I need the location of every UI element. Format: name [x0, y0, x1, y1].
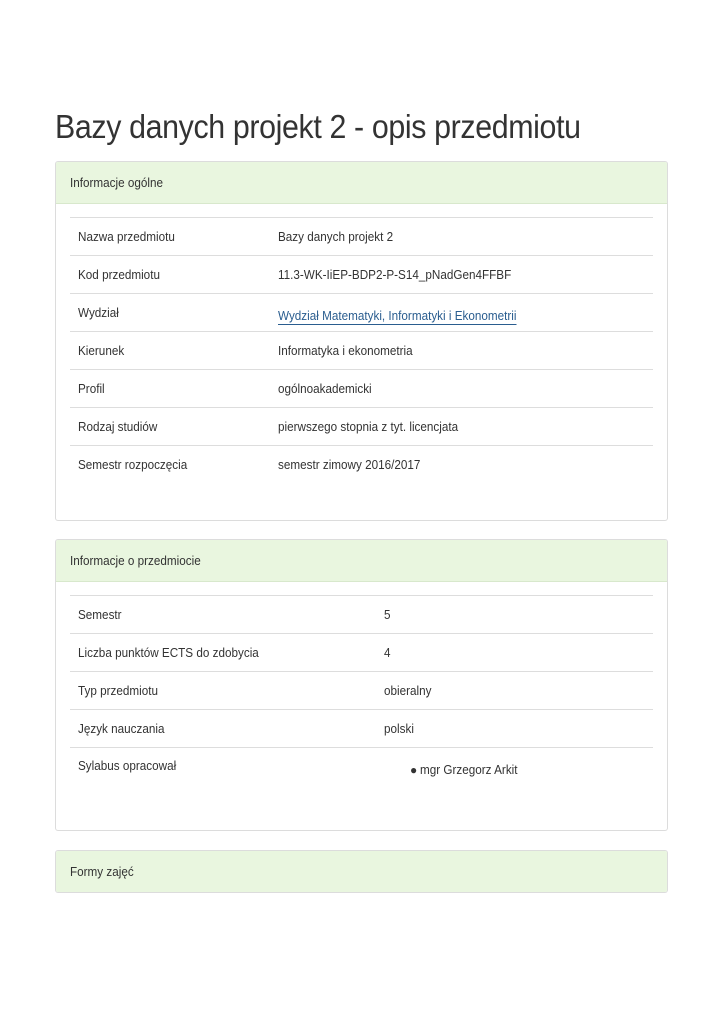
table-row	[70, 672, 653, 710]
row-label: Profil	[78, 381, 105, 396]
table-row	[70, 748, 653, 806]
course-info-table	[70, 595, 653, 806]
table-row	[70, 710, 653, 748]
row-value: polski	[384, 721, 414, 736]
general-info-heading	[56, 162, 667, 204]
general-info-heading-text: Informacje ogólne	[70, 175, 164, 190]
forms-heading	[56, 851, 667, 892]
course-info-heading	[56, 540, 667, 582]
row-label: Sylabus opracował	[78, 758, 177, 773]
row-value: pierwszego stopnia z tyt. licencjata	[278, 419, 459, 434]
course-info-panel	[55, 539, 668, 831]
row-label: Semestr rozpoczęcia	[78, 457, 188, 473]
list-item	[384, 758, 645, 777]
table-row	[70, 370, 653, 408]
page-title: Bazy danych projekt 2 - opis przedmiotu	[55, 108, 581, 145]
forms-panel	[55, 850, 668, 893]
table-row	[70, 634, 653, 672]
row-value: Bazy danych projekt 2	[278, 229, 394, 244]
table-row	[70, 294, 653, 332]
faculty-link[interactable]: Wydział Matematyki, Informatyki i Ekonometrii	[278, 308, 517, 323]
author-name: mgr Grzegorz Arkit	[420, 762, 518, 777]
row-label: Liczba punktów ECTS do zdobycia	[78, 645, 259, 660]
table-row	[70, 446, 653, 484]
table-row	[70, 218, 653, 256]
forms-heading-text: Formy zajęć	[70, 864, 134, 879]
row-value: Informatyka i ekonometria	[278, 343, 413, 358]
row-label: Nazwa przedmiotu	[78, 229, 175, 244]
course-info-heading-text: Informacje o przedmiocie	[70, 553, 201, 568]
table-row	[70, 408, 653, 446]
row-label: Typ przedmiotu	[78, 683, 158, 698]
general-info-panel	[55, 161, 668, 521]
table-row	[70, 596, 653, 634]
row-value: 4	[384, 645, 391, 660]
row-value	[376, 748, 653, 806]
row-value: ogólnoakademicki	[278, 381, 372, 396]
row-label: Kod przedmiotu	[78, 267, 160, 282]
author-list	[384, 758, 645, 777]
general-info-table	[70, 217, 653, 484]
row-label: Rodzaj studiów	[78, 419, 158, 434]
row-value	[270, 294, 653, 332]
row-label: Semestr	[78, 607, 122, 622]
table-row	[70, 256, 653, 294]
row-label: Język nauczania	[78, 721, 165, 736]
row-value: semestr zimowy 2016/2017	[278, 457, 421, 473]
row-label: Wydział	[78, 305, 119, 320]
row-value: 11.3-WK-IiEP-BDP2-P-S14_pNadGen4FFBF	[278, 267, 512, 282]
row-value: obieralny	[384, 683, 432, 698]
row-value: 5	[384, 607, 391, 622]
table-row	[70, 332, 653, 370]
bullet-icon: ●	[410, 763, 418, 777]
row-label: Kierunek	[78, 343, 125, 358]
